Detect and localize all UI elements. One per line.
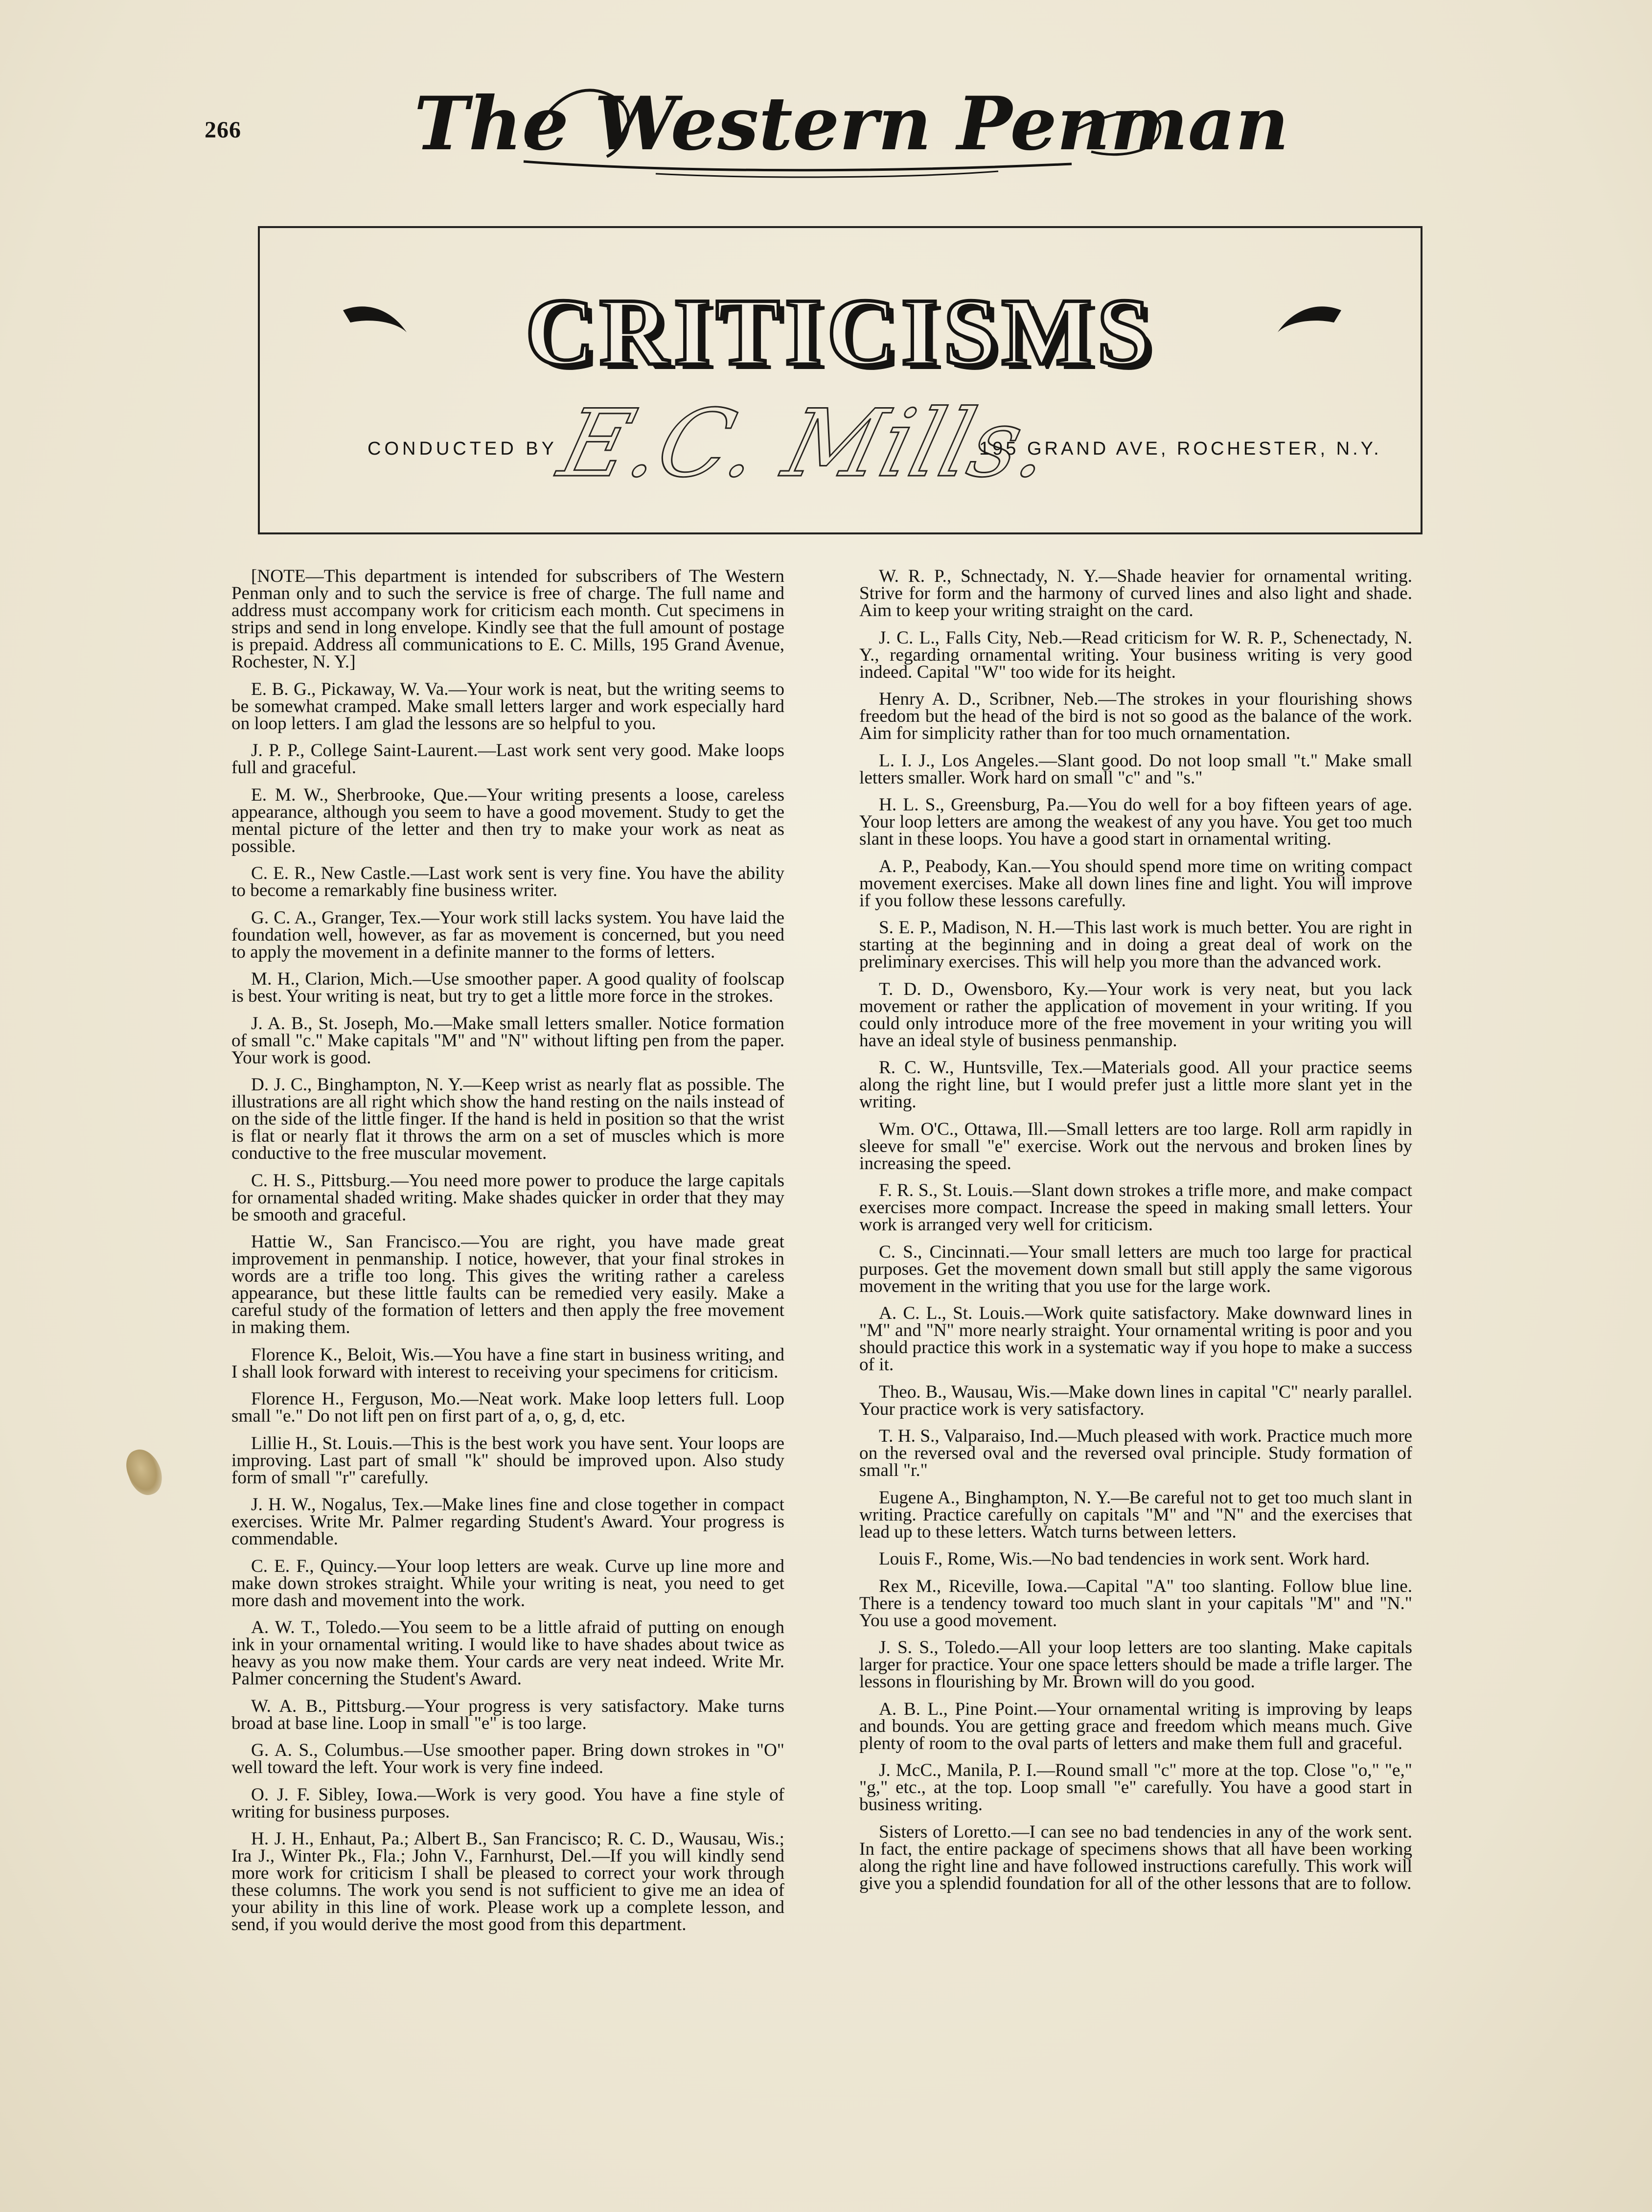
criticism-entry: A. W. T., Toledo.—You seem to be a little afraid of putting on enough ink in your ornamental writing. I would like to have shades about twice as heavy as you now make them. Your cards are very neat indeed. Write Mr. Palmer concerning the Student's Award. xyxy=(231,1617,784,1689)
editor-address: 195 GRAND AVE, ROCHESTER, N.Y. xyxy=(979,438,1382,459)
criticism-entry: Henry A. D., Scribner, Neb.—The strokes in your flourishing shows freedom but the head of the bird is not so good as the balance of the work. Aim for simplicity rather than for too much ornamentation. xyxy=(859,689,1412,743)
criticism-entry: W. R. P., Schnectady, N. Y.—Shade heavier for ornamental writing. Strive for form and the harmony of curved lines and also light and shade. Aim to keep your writing straight on the card. xyxy=(859,566,1412,621)
criticism-entry: C. E. R., New Castle.—Last work sent is very fine. You have the ability to become a remarkably fine business writer. xyxy=(231,863,784,900)
criticism-entry: M. H., Clarion, Mich.—Use smoother paper. A good quality of foolscap is best. Your writing is neat, but try to get a little more force in the strokes. xyxy=(231,969,784,1006)
editor-note: [NOTE—This department is intended for subscribers of The Western Penman only and to such the service is free of charge. The full name and address must accompany work for criticism each month. Cut specimens in strips and send in long envelope. Kindly see that the full amount of postage is prepaid. Address all communications to E. C. Mills, 195 Grand Avenue, Rochester, N. Y.] xyxy=(231,566,784,672)
criticism-entry: H. L. S., Greensburg, Pa.—You do well for a boy fifteen years of age. Your loop letters are among the weakest of any you have. You get too much slant in these loops. You have a good start in ornamental writing. xyxy=(859,795,1412,849)
criticism-entry: Lillie H., St. Louis.—This is the best work you have sent. Your loops are improving. Last part of small "k" should be improved upon. Also study form of small "r" carefully. xyxy=(231,1433,784,1488)
criticism-entry: T. H. S., Valparaiso, Ind.—Much pleased with work. Practice much more on the reversed oval and the reversed oval principle. Study formation of small "r." xyxy=(859,1426,1412,1480)
criticism-entry: Florence K., Beloit, Wis.—You have a fine start in business writing, and I shall look forward with interest to receiving your specimens for criticism. xyxy=(231,1344,784,1382)
criticisms-banner xyxy=(258,226,1423,534)
editor-signature: E.C. Mills. xyxy=(550,390,1063,498)
criticism-entry: Florence H., Ferguson, Mo.—Neat work. Make loop letters full. Loop small "e." Do not lift pen on first part of a, o, g, d, etc. xyxy=(231,1389,784,1426)
criticism-entry: A. C. L., St. Louis.—Work quite satisfactory. Make downward lines in "M" and "N" more nearly straight. Your ornamental writing is poor and you should practice this work in a systematic way if you hope to make a success of it. xyxy=(859,1303,1412,1375)
criticism-entry: A. P., Peabody, Kan.—You should spend more time on writing compact movement exercises. Make all down lines fine and light. You will improve if you follow these lessons carefully. xyxy=(859,856,1412,911)
criticism-entry: J. S. S., Toledo.—All your loop letters are too slanting. Make capitals larger for practice. Your one space letters should be made a trifle larger. The lessons in flourishing by Mr. Brown will do you good. xyxy=(859,1637,1412,1692)
criticism-entry: Louis F., Rome, Wis.—No bad tendencies in work sent. Work hard. xyxy=(879,1549,1370,1569)
criticism-entry: E. M. W., Sherbrooke, Que.—Your writing presents a loose, careless appearance, although you seem to have a good movement. Study to get the mental picture of the letter and then try to make your work as neat as possible. xyxy=(231,784,784,856)
criticism-entry: F. R. S., St. Louis.—Slant down strokes a trifle more, and make compact exercises more compact. Increase the speed in making small letters. Your work is arranged very well for criticism. xyxy=(859,1180,1412,1235)
criticism-entry: G. C. A., Granger, Tex.—Your work still lacks system. You have laid the foundation well, however, as far as movement is concerned, but you need to apply the movement in a definite manner to the forms of letters. xyxy=(231,907,784,962)
criticism-entry: A. B. L., Pine Point.—Your ornamental writing is improving by leaps and bounds. You are getting grace and freedom which means much. Give plenty of room to the oval parts of letters and make them full and graceful. xyxy=(859,1699,1412,1753)
criticism-entry: J. McC., Manila, P. I.—Round small "c" more at the top. Close "o," "e," "g," etc., at the top. Loop small "e" carefully. You have a good start in business writing. xyxy=(859,1760,1412,1815)
criticism-entry: J. C. L., Falls City, Neb.—Read criticism for W. R. P., Schenectady, N. Y., regarding ornamental writing. Your business writing is very good indeed. Capital "W" too wide for its height. xyxy=(859,627,1412,682)
criticism-entry: Theo. B., Wausau, Wis.—Make down lines in capital "C" nearly parallel. Your practice work is very satisfactory. xyxy=(859,1382,1412,1419)
criticism-entry: W. A. B., Pittsburg.—Your progress is very satisfactory. Make turns broad at base line. Loop in small "e" is too large. xyxy=(231,1696,784,1733)
criticism-entry: T. D. D., Owensboro, Ky.—Your work is very neat, but you lack movement or rather the application of movement in your writing. If you could only introduce more of the free movement in your writing you will have an ideal style of business penmanship. xyxy=(859,979,1412,1051)
criticism-entry: G. A. S., Columbus.—Use smoother paper. Bring down strokes in "O" well toward the left. Your work is very fine indeed. xyxy=(231,1740,784,1777)
criticism-entry: Wm. O'C., Ottawa, Ill.—Small letters are too large. Roll arm rapidly in sleeve for small "e" exercise. Work out the nervous and broken lines by increasing the speed. xyxy=(859,1119,1412,1174)
criticism-entry: J. P. P., College Saint-Laurent.—Last work sent very good. Make loops full and graceful. xyxy=(231,740,784,778)
masthead-title: The Western Penman xyxy=(414,81,1289,167)
criticism-entry: E. B. G., Pickaway, W. Va.—Your work is neat, but the writing seems to be somewhat cramped. Make small letters larger and work especially hard on loop letters. I am glad the lessons are so helpful to you. xyxy=(231,679,784,734)
criticism-entry: Sisters of Loretto.—I can see no bad tendencies in any of the work sent. In fact, the entire package of specimens shows that all have been working along the right line and have followed instructions carefully. This work will give you a splendid foundation for all of the other lessons that are to follow. xyxy=(859,1821,1412,1893)
criticism-entry: S. E. P., Madison, N. H.—This last work is much better. You are right in starting at the beginning and in doing a great deal of work on the preliminary exercises. This will help you more than the advanced work. xyxy=(859,918,1412,972)
criticism-entry: C. E. F., Quincy.—Your loop letters are weak. Curve up line more and make down strokes straight. While your writing is neat, you need to get more dash and movement into the work. xyxy=(231,1556,784,1611)
criticism-entry: Rex M., Riceville, Iowa.—Capital "A" too slanting. Follow blue line. There is a tendency toward too much slant in your capitals "M" and "N." You use a good movement. xyxy=(859,1576,1412,1631)
criticism-entry: J. H. W., Nogalus, Tex.—Make lines fine and close together in compact exercises. Write Mr. Palmer regarding Student's Award. Your progress is commendable. xyxy=(231,1495,784,1549)
criticism-entry: L. I. J., Los Angeles.—Slant good. Do not loop small "t." Make small letters smaller. Work hard on small "c" and "s." xyxy=(859,750,1412,788)
criticism-entry: R. C. W., Huntsville, Tex.—Materials good. All your practice seems along the right line, but I would prefer just a little more slant yet in the writing. xyxy=(859,1058,1412,1112)
criticism-entry: J. A. B., St. Joseph, Mo.—Make small letters smaller. Notice formation of small "c." Make capitals "M" and "N" without lifting pen from the paper. Your work is good. xyxy=(231,1013,784,1068)
criticism-entry: C. S., Cincinnati.—Your small letters are much too large for practical purposes. Get the movement down small but still apply the same vigorous movement in the writing that you use for the large work. xyxy=(859,1242,1412,1296)
right-column xyxy=(859,568,1412,1902)
criticism-entry: C. H. S., Pittsburg.—You need more power to produce the large capitals for ornamental shaded writing. Make shades quicker in order that they may be smooth and graceful. xyxy=(231,1170,784,1225)
criticism-entry: Hattie W., San Francisco.—You are right, you have made great improvement in penmanship. I notice, however, that your final strokes in words are a trifle too long. This gives the writing rather a careless appearance, but these little faults can be remedied very easily. Make a careful study of the formation of letters and then apply the free movement in making them. xyxy=(231,1232,784,1337)
conducted-by-label: CONDUCTED BY xyxy=(367,438,558,459)
criticism-entry: O. J. F. Sibley, Iowa.—Work is very good. You have a fine style of writing for business purposes. xyxy=(231,1784,784,1822)
criticism-entry: Eugene A., Binghampton, N. Y.—Be careful not to get too much slant in writing. Practice carefully on capitals "M" and "N" and the exercises that lead up to these letters. Watch turns between letters. xyxy=(859,1487,1412,1542)
left-column xyxy=(231,568,784,1943)
criticism-entry: D. J. C., Binghampton, N. Y.—Keep wrist as nearly flat as possible. The illustrations are all right which show the hand resting on the nails instead of on the side of the little finger. If the hand is held in position so that the wrist is flat or nearly flat it throws the arm on a set of muscles which is more conductive to the free muscular movement. xyxy=(231,1075,784,1163)
criticism-entry: H. J. H., Enhaut, Pa.; Albert B., San Francisco; R. C. D., Wausau, Wis.; Ira J., Winter Pk., Fla.; John V., Farnhurst, Del.—If you will kindly send more work for criticism I shall be pleased to correct your work through these columns. The work you send is not sufficient to give me an idea of your ability in this line of work. Please work up a complete lesson, and send, if you would derive the most good from this department. xyxy=(231,1829,784,1935)
page-number: 266 xyxy=(205,117,241,143)
masthead-logo xyxy=(414,73,1289,186)
section-title: CRITICISMS xyxy=(525,279,1155,385)
